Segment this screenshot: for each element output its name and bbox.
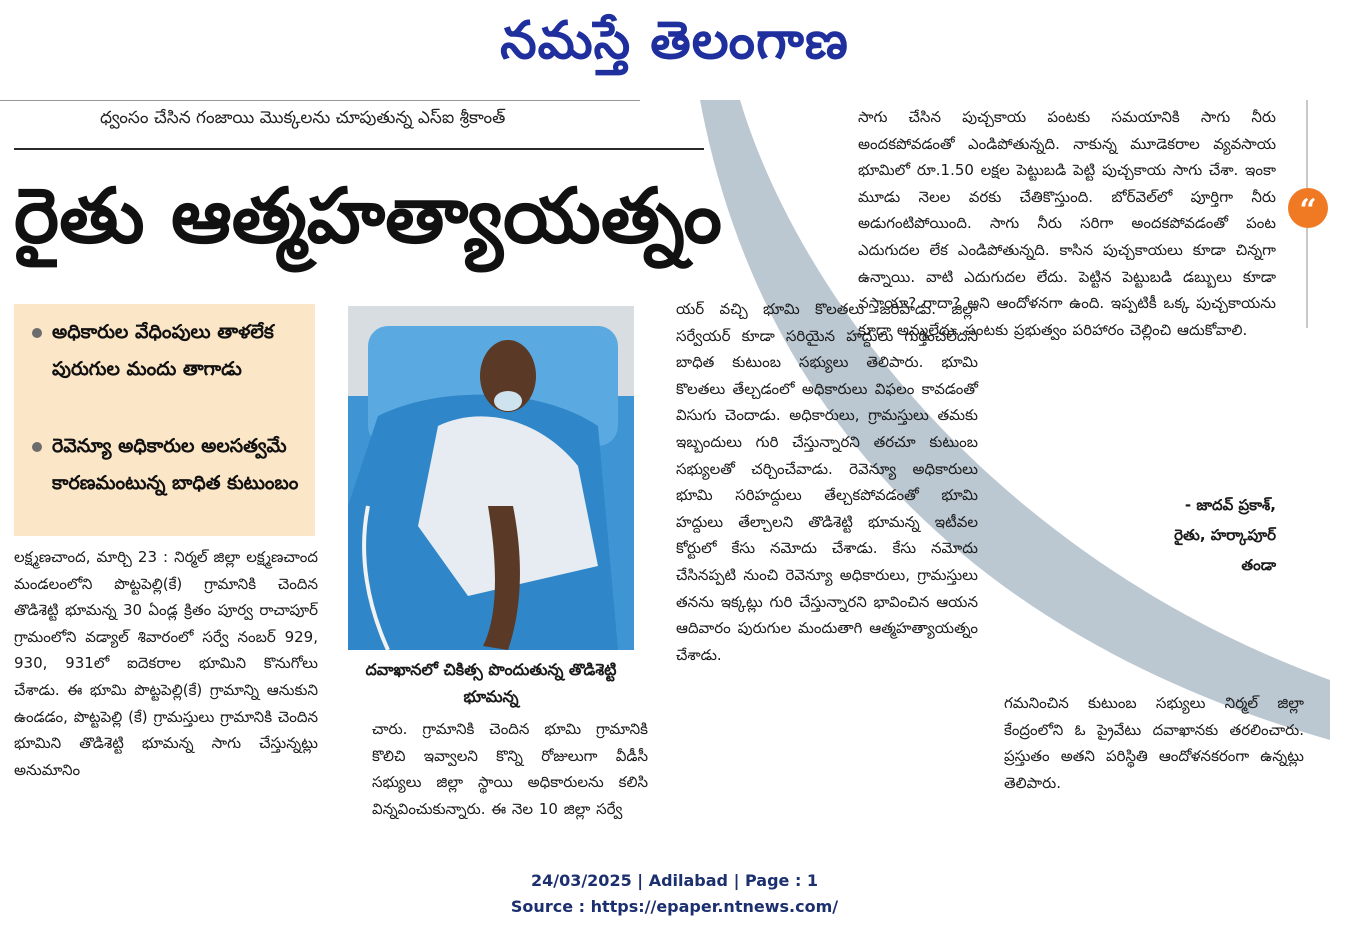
quote-icon: “ — [1288, 188, 1328, 228]
body-column-1: లక్ష్మణచాంద, మార్చి 23 : నిర్మల్ జిల్లా లక్ష్మణచాంద మండలంలోని పొట్టపెల్లి(కే) గ్రామానికి చెందిన తొడిశెట్టి భూమన్న 30 ఏండ్ల క్రితం పూర్వ రాచాపూర్ గ్రామంలోని వడ్యాల్ శివారంలో సర్వే నంబర్ 929, 930, 931లో ఐదెకరాల భూమిని కొనుగోలు చేశాడు. ఈ భూమి పొట్టపెల్లి(కే) గ్రామాన్ని ఆనుకుని ఉండడం, పొట్టపెల్లి (కే) గ్రామస్తులు గ్రామానికి చెందిన భూమిని తొడిశెట్టి భూమన్న సాగు చేస్తున్నట్లు అనుమానిం — [14, 548, 318, 779]
article-headline: రైతు ఆత్మహత్యాయత్నం — [14, 171, 722, 260]
quote-attribution: - జాదవ్ ప్రకాశ్, రైతు, హర్కాపూర్ తండా — [1174, 496, 1276, 574]
farmer-quote: సాగు చేసిన పుచ్చకాయ పంటకు సమయానికి సాగు నీరు అందకపోవడంతో ఎండిపోతున్నది. నాకున్న మూడెకరాల వ్యవసాయ భూమిలో రూ.1.50 లక్షల పెట్టుబడి పెట్టి పుచ్చకాయ సాగు చేశా. ఇంకా మూడు నెలల వరకు చేతికొస్తుంది. బోర్‌వెల్‌లో పూర్తిగా నీరు అడుగంటిపోయింది. సాగు నీరు సరిగా అందకపోవడంతో పంట ఎదుగుదల లేక ఎండిపోతున్నది. కాసిన పుచ్చకాయలు కూడా చిన్నగా ఉన్నాయి. వాటి ఎదుగుదల లేదు. పెట్టిన పెట్టుబడి డబ్బులు కూడా వస్తాయా? రాదా? అని ఆందోళనగా ఉంది. ఇప్పటికీ ఒక్క పుచ్చకాయను కూడా అమ్మలేదు. పంటకు ప్రభుత్వం పరిహారం చెల్లించి ఆదుకోవాలి. — [858, 108, 1276, 339]
body-column-4: గమనించిన కుటుంబ సభ్యులు నిర్మల్ జిల్లా కేంద్రంలోని ఓ ప్రైవేటు దవాఖానకు తరలించారు. ప్రస్తుతం అతని పరిస్థితి ఆందోళనకరంగా ఉన్నట్లు తెలిపారు. — [1004, 694, 1304, 792]
hospital-bed-image — [348, 306, 634, 650]
divider — [0, 100, 640, 101]
body-column-2: చారు. గ్రామానికి చెందిన భూమి గ్రామానికి కొలిచి ఇవ్వాలని కొన్ని రోజులుగా వీడీసీ సభ్యులు జిల్లా స్థాయి అధికారులను కలిసి విన్నవించుకున్నారు. ఈ నెల 10 జిల్లా సర్వే — [372, 720, 648, 818]
highlights-box — [14, 304, 315, 536]
highlight-item: రెవెన్యూ అధికారుల అలసత్వమే కారణమంటున్న బాధిత కుటుంబం — [34, 428, 304, 502]
bullet-icon — [32, 442, 42, 452]
patient-photo — [348, 306, 634, 650]
page-footer — [0, 868, 1349, 920]
bullet-icon — [32, 328, 42, 338]
top-photo-caption: ధ్వంసం చేసిన గంజాయి మొక్కలను చూపుతున్న ఎస్ఐ శ్రీకాంత్ — [100, 108, 506, 128]
photo-caption: దవాఖానలో చికిత్స పొందుతున్న తొడిశెట్టి భూమన్న — [365, 660, 617, 706]
newspaper-masthead: నమస్తే తెలంగాణ — [500, 10, 849, 71]
edition-info: 24/03/2025 | Adilabad | Page : 1 — [530, 871, 819, 890]
highlight-item: అధికారుల వేధింపులు తాళలేక పురుగుల మందు తాగాడు — [34, 314, 304, 388]
source-link[interactable]: Source : https://epaper.ntnews.com/ — [510, 897, 839, 916]
divider — [14, 148, 704, 150]
body-column-3: యర్ వచ్చి భూమి కొలతలు జరిపాడు. జిల్లా సర్వేయర్ కూడా సరియైన హద్దులు గుర్తించలేదని బాధిత కుటుంబ సభ్యులు తెలిపారు. భూమి కొలతలు తేల్చడంలో అధికారులు విఫలం కావడంతో విసుగు చెందాడు. అధికారులు, గ్రామస్తులు తమకు ఇబ్బందులు గురి చేస్తున్నారని తరచూ కుటుంబ సభ్యులతో చర్చించేవాడు. రెవెన్యూ అధికారులు భూమి సరిహద్దులు తేల్చకపోవడంతో భూమి హద్దులు తేల్చాలని తొడిశెట్టి భూమన్న ఇటీవల కోర్టులో కేసు నమోదు చేశాడు. కేసు నమోదు చేసినప్పటి నుంచి రెవెన్యూ అధికారులు, గ్రామస్తులు తనను ఇక్కట్లు గురి చేస్తున్నారని భావించిన ఆయన ఆదివారం పురుగుల మందుతాగి ఆత్మహత్యాయత్నం చేశాడు. — [676, 300, 978, 664]
